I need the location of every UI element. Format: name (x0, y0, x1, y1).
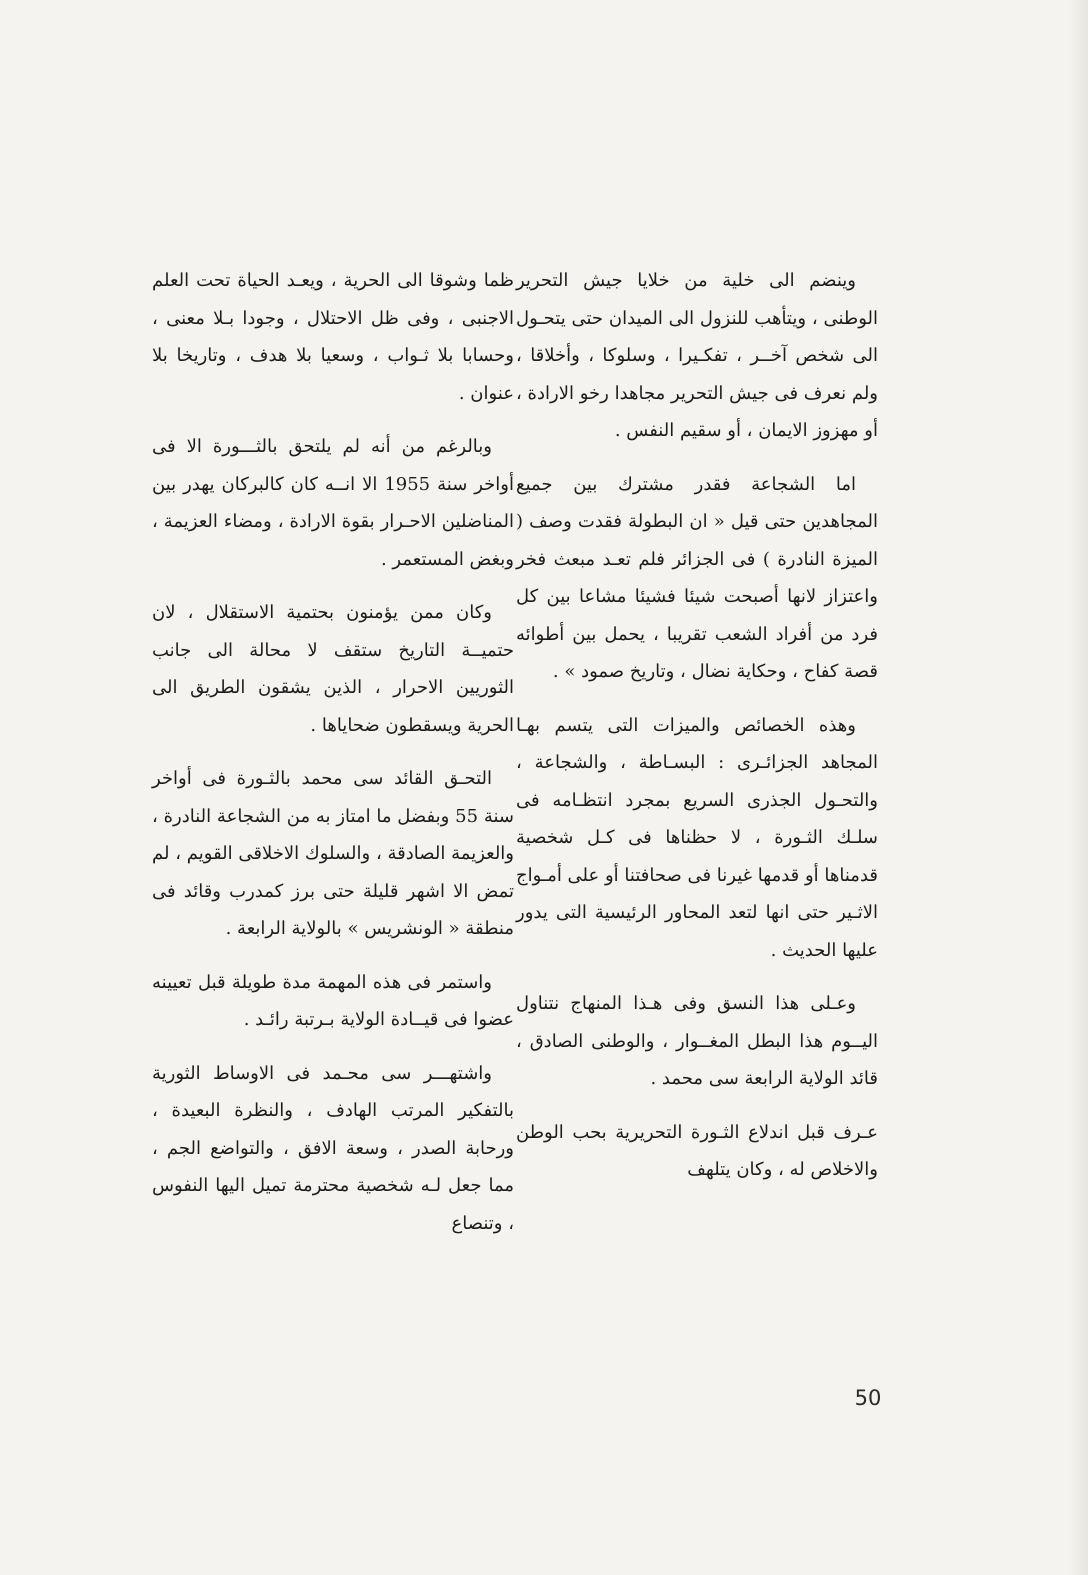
right-text-column (516, 262, 878, 1205)
page-number: 50 (854, 1386, 882, 1410)
paragraph-9: التحـق القائد سى محمد بالثـورة فى أواخر سنة 55 وبفضل ما امتاز به من الشجاعة النادرة ، والعزيمة الصادقة ، والسلوك الاخلاقى القويم ، لم تمض الا اشهر قليلة حتى برز كمدرب وقائد فى منطقة « الونشريس » بالولاية الرابعة . (152, 768, 515, 939)
paragraph-3: وهذه الخصائص والميزات التى يتسم بهـا المجاهد الجزائـرى : البسـاطة ، والشجاعة ، والتحـول الجذرى السريع بمجرد انتظـامه فى سلـك الثـورة ، لا حظناها فى كـل شخصية قدمناها أو قدمها غيرنا فى صحافتنا أو على أمـواج الاثـير حتى انها لتعد المحاور الرئيسية التى يدور عليها الحديث . (516, 714, 878, 961)
paragraph-1: وينضم الى خلية من خلايا جيش التحرير الوطنى ، ويتأهب للنزول الى الميدان حتى يتحـول الى شخص آخــر ، تفكـيرا ، وسلوكا ، وأخلاقا ، ولم نعرف فى جيش التحرير مجاهدا رخو الارادة ، أو مهزوز الايمان ، أو سقيم النفس . (516, 270, 878, 441)
paragraph-8: وكان ممن يؤمنون بحتمية الاستقلال ، لان حتميــة التاريخ ستقف لا محالة الى جانب الثوريين الاحرار ، الذين يشقون الطريق الى الحرية ويسقطون ضحاياها . (152, 602, 514, 736)
scan-edge-shadow (1070, 0, 1088, 1575)
paragraph-6: ظما وشوقا الى الحرية ، ويعـد الحياة تحت العلم الاجنبى ، وفى ظل الاحتلال ، وجودا بـلا معنى ، وحسابا بلا ثـواب ، وسعيا بلا هدف ، وتاريخا بلا عنوان . (152, 270, 514, 404)
left-text-column (152, 262, 514, 1258)
paragraph-4: وعـلى هذا النسق وفى هـذا المنهاج نتناول اليــوم هذا البطل المغــوار ، والوطنى الصادق ، قائد الولاية الرابعة سى محمد . (516, 993, 878, 1089)
paragraph-11: واشتهـــر سى محـمد فى الاوساط الثورية بالتفكير المرتب الهادف ، والنظرة البعيدة ، ورحابة الصدر ، وسعة الافق ، والتواضع الجم ، مما جعل لـه شخصية محترمة تميل اليها النفوس ، وتنصاع (152, 1062, 514, 1234)
paragraph-5: عـرف قبل اندلاع الثـورة التحريرية بحب الوطن والاخلاص له ، وكان يتلهف (516, 1121, 878, 1180)
paragraph-7: وبالرغم من أنه لم يلتحق بالثـــورة الا فى أواخر سنة 1955 الا انــه كان كالبركان يهدر بين المناضلين الاحـرار بقوة الارادة ، ومضاء العزيمة ، وبغض المستعمر . (152, 436, 514, 570)
paragraph-10: واستمر فى هذه المهمة مدة طويلة قبل تعيينه عضوا فى قيــادة الولاية بـرتبة رائـد . (152, 971, 514, 1030)
paragraph-2: اما الشجاعة فقدر مشترك بين جميع المجاهدين حتى قيل « ان البطولة فقدت وصف ( الميزة النادرة ) فى الجزائر فلم تعـد مبعث فخر واعتزاز لانها أصبحت شيئا فشيئا مشاعا بين كل فرد من أفراد الشعب تقريبا ، يحمل بين أطوائه قصة كفاح ، وحكاية نضال ، وتاريخ صمود » . (516, 473, 878, 682)
